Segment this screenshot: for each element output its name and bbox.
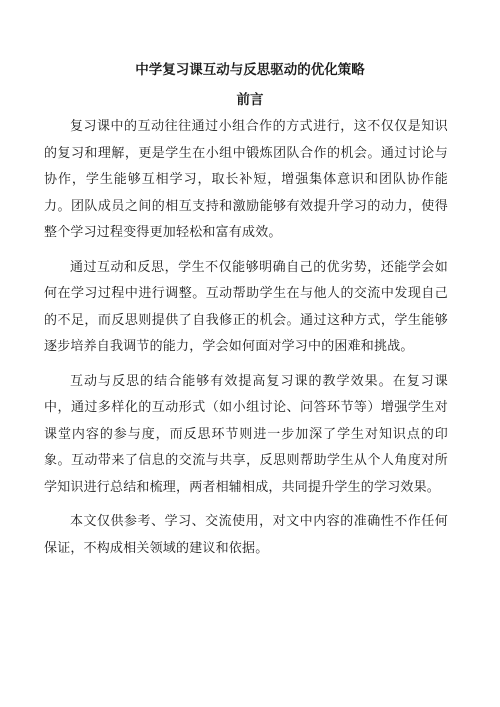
paragraph-2: 通过互动和反思，学生不仅能够明确自己的优劣势，还能学会如何在学习过程中进行调整。互动帮助学生在与他人的交流中发现自己的不足，而反思则提供了自我修正的机会。通过这种方式，学生能够逐步培养自我调节的能力，学会如何面对学习中的困难和挑战。 xyxy=(44,259,448,354)
paragraph-3: 互动与反思的结合能够有效提高复习课的教学效果。在复习课中，通过多样化的互动形式（如小组讨论、问答环节等）增强学生对课堂内容的参与度，而反思环节则进一步加深了学生对知识点的印象。互动带来了信息的交流与共享，反思则帮助学生从个人角度对所学知识进行总结和梳理，两者相辅相成，共同提升学生的学习效果。 xyxy=(44,373,448,495)
paragraph-4: 本文仅供参考、学习、交流使用，对文中内容的准确性不作任何保证，不构成相关领域的建议和依据。 xyxy=(44,514,448,556)
paragraph-1: 复习课中的互动往往通过小组合作的方式进行，这不仅仅是知识的复习和理解，更是学生在小组中锻炼团队合作的机会。通过讨论与协作，学生能够互相学习，取长补短，增强集体意识和团队协作能力。团队成员之间的相互支持和激励能够有效提升学习的动力，使得整个学习过程变得更加轻松和富有成效。 xyxy=(44,119,448,240)
section-heading: 前言 xyxy=(236,92,264,108)
document-title: 中学复习课互动与反思驱动的优化策略 xyxy=(135,62,365,78)
